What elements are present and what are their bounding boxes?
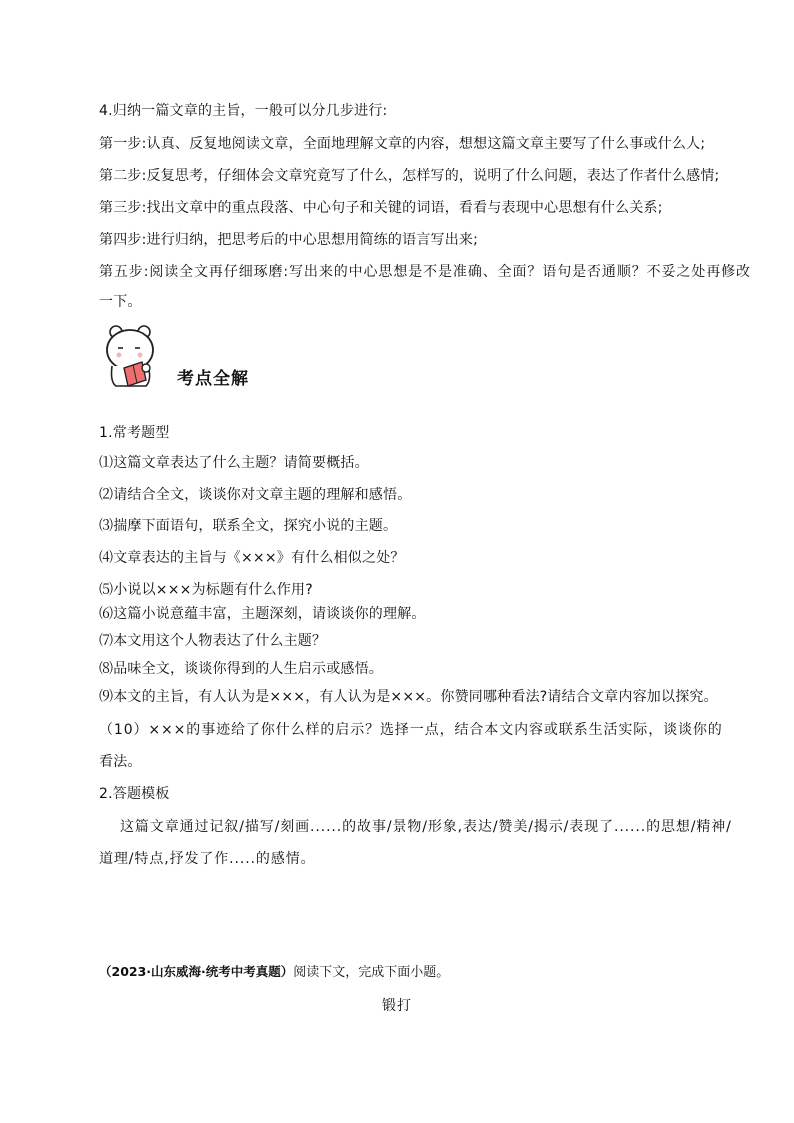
- step-1: 第一步:认真、反复地阅读文章，全面地理解文章的内容，想想这篇文章主要写了什么事或什么人;: [99, 136, 706, 152]
- step-5-cont: 一下。: [99, 294, 142, 310]
- template-heading: 2.答题模板: [99, 786, 170, 802]
- template-line-2: 道理/特点,抒发了作.....的感情。: [99, 851, 316, 867]
- step-5: 第五步:阅读全文再仔细琢磨:写出来的中心思想是不是准确、全面？语句是否通顺？不妥之处再修改: [99, 264, 751, 280]
- intro-heading: 4.归纳一篇文章的主旨，一般可以分几步进行:: [99, 103, 388, 119]
- article-title: 锻打: [382, 998, 412, 1014]
- question-item-10: （10）×××的事迹给了你什么样的启示？选择一点，结合本文内容或联系生活实际，谈谈你的: [99, 722, 723, 738]
- question-item-1: ⑴这篇文章表达了什么主题？请简要概括。: [99, 455, 369, 471]
- question-item-10-cont: 看法。: [99, 754, 142, 770]
- question-item-2: ⑵请结合全文，谈谈你对文章主题的理解和感悟。: [99, 487, 412, 503]
- step-4: 第四步:进行归纳，把思考后的中心思想用简练的语言写出来;: [99, 232, 479, 248]
- question-item-7: ⑺本文用这个人物表达了什么主题？: [99, 633, 327, 649]
- question-item-9: ⑼本文的主旨，有人认为是×××，有人认为是×××。你赞同哪种看法?请结合文章内容加以探究。: [99, 689, 718, 705]
- template-line-1: 这篇文章通过记叙/描写/刻画......的故事/景物/形象,表达/赞美/揭示/表现了......的思想/精神/: [120, 819, 732, 835]
- exercise-source-line: [99, 962, 449, 983]
- exercise-instruction: 阅读下文，完成下面小题。: [293, 965, 450, 980]
- step-3: 第三步:找出文章中的重点段落、中心句子和关键的词语，看看与表现中心思想有什么关系;: [99, 200, 663, 216]
- question-item-4: ⑷文章表达的主旨与《×××》有什么相似之处？: [99, 550, 405, 566]
- step-2: 第二步:反复思考，仔细体会文章究竟写了什么，怎样写的，说明了什么问题，表达了作者什么感情;: [99, 168, 720, 184]
- question-item-5: ⑸小说以×××为标题有什么作用?: [99, 582, 313, 598]
- question-types-heading: 1.常考题型: [99, 425, 170, 441]
- bear-reading-icon: [102, 322, 164, 388]
- section-title: 考点全解: [177, 369, 249, 389]
- question-item-6: ⑹这篇小说意蕴丰富，主题深刻，请谈谈你的理解。: [99, 606, 426, 622]
- exercise-source: （2023·山东威海·统考中考真题）: [99, 964, 294, 979]
- question-item-3: ⑶揣摩下面语句，联系全文，探究小说的主题。: [99, 518, 398, 534]
- question-item-8: ⑻品味全文，谈谈你得到的人生启示或感悟。: [99, 661, 383, 677]
